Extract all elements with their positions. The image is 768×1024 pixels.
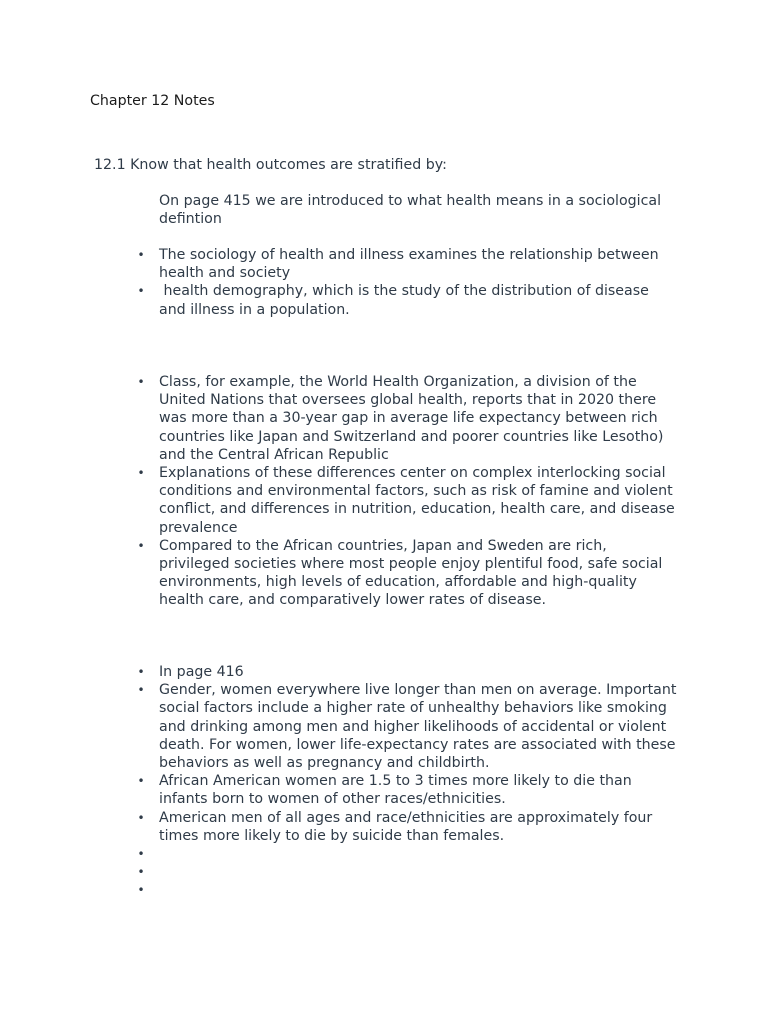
bullet-icon: • xyxy=(137,683,145,698)
list-item-text: Gender, women everywhere live longer than men on average. Important social factors include a higher rate of unhealthy behaviors like smoking and drinking among men and higher likelihoods of accidental or violent death. For women, lower life-expectancy rates are associated with these behaviors as well as pregnancy and childbirth. xyxy=(159,682,677,772)
bullet-icon: • xyxy=(137,466,145,481)
bullet-icon: • xyxy=(137,284,145,299)
intro-paragraph: On page 415 we are introduced to what health means in a sociological defintion xyxy=(159,193,662,228)
bullet-icon: • xyxy=(137,810,145,825)
bullet-icon: • xyxy=(137,865,145,880)
bullet-icon: • xyxy=(137,847,145,862)
list-item-text: American men of all ages and race/ethnicities are approximately four times more likely to die by suicide than females. xyxy=(159,809,653,844)
bullet-icon: • xyxy=(137,538,145,553)
section-heading: 12.1 Know that health outcomes are stratified by: xyxy=(94,157,447,173)
list-item-empty xyxy=(137,863,679,881)
list-item-empty xyxy=(137,845,679,863)
list-item xyxy=(137,681,679,772)
bullet-icon: • xyxy=(137,665,145,679)
list-item xyxy=(137,772,679,808)
bullet-icon: • xyxy=(137,774,145,789)
list-item-text: The sociology of health and illness examines the relationship between health and society xyxy=(159,247,659,282)
list-item xyxy=(137,537,679,610)
bullet-icon: • xyxy=(137,883,145,898)
bullet-list-gender xyxy=(137,663,679,900)
list-item-text: In page 416 xyxy=(159,664,244,680)
list-item-empty xyxy=(137,881,679,899)
list-item-text: health demography, which is the study of the distribution of disease and illness in a population. xyxy=(159,283,649,318)
list-item xyxy=(137,282,679,318)
list-item-text: Explanations of these differences center on complex interlocking social conditions and environmental factors, such as risk of famine and violent conflict, and differences in nutrition, education, health care, and disease prevalence xyxy=(159,465,675,536)
bullet-icon: • xyxy=(137,375,145,389)
bullet-list-class xyxy=(137,373,679,610)
list-item-text: Class, for example, the World Health Organization, a division of the United Nations that oversees global health, reports that in 2020 there was more than a 30-year gap in average life expectancy between rich countries like Japan and Switzerland and poorer countries like Lesotho) and the Central African Republic xyxy=(159,374,664,463)
document-title: Chapter 12 Notes xyxy=(90,93,215,109)
list-item xyxy=(137,464,679,537)
list-item-text: Compared to the African countries, Japan and Sweden are rich, privileged societies where most people enjoy plentiful food, safe social environments, high levels of education, affordable and high-quality health care, and comparatively lower rates of disease. xyxy=(159,537,663,609)
list-item-text: African American women are 1.5 to 3 times more likely to die than infants born to women of other races/ethnicities. xyxy=(159,773,632,808)
list-item xyxy=(137,809,679,845)
bullet-icon: • xyxy=(137,248,145,262)
list-item xyxy=(137,663,679,681)
bullet-list-health-sociology xyxy=(137,246,679,319)
list-item xyxy=(137,246,679,282)
list-item xyxy=(137,373,679,464)
